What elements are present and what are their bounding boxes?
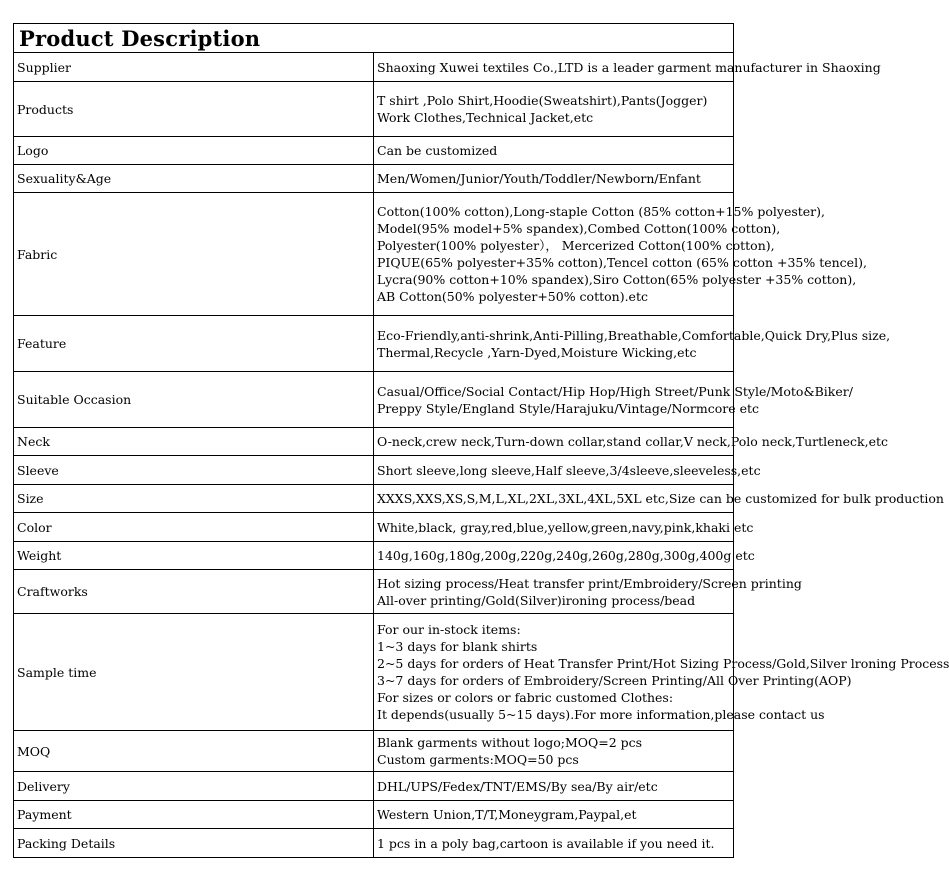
- row-label: Suitable Occasion: [14, 372, 374, 428]
- product-description-table: [13, 23, 949, 858]
- row-label: Size: [14, 485, 374, 513]
- value-line: Model(95% model+5% spandex),Combed Cotton(100% cotton),: [377, 221, 781, 236]
- table-row: [14, 165, 734, 193]
- row-label: Delivery: [14, 772, 374, 801]
- row-label: MOQ: [14, 731, 374, 772]
- row-label: Neck: [14, 428, 374, 456]
- table-row: [14, 316, 734, 372]
- table-row: [14, 137, 734, 165]
- value-line: Men/Women/Junior/Youth/Toddler/Newborn/Enfant: [377, 171, 701, 186]
- table-row: [14, 731, 734, 772]
- row-label: Sleeve: [14, 456, 374, 485]
- value-line: Thermal,Recycle ,Yarn-Dyed,Moisture Wicking,etc: [377, 344, 697, 360]
- row-value: [374, 614, 949, 731]
- value-line: Shaoxing Xuwei textiles Co.,LTD is a leader garment manufacturer in Shaoxing: [377, 59, 881, 75]
- row-label: Color: [14, 513, 374, 542]
- value-line: Preppy Style/England Style/Harajuku/Vintage/Normcore etc: [377, 400, 760, 416]
- value-line: XXXS,XXS,XS,S,M,L,XL,2XL,3XL,4XL,5XL etc,Size can be customized for bulk production: [377, 491, 944, 506]
- row-label: Sexuality&Age: [14, 165, 374, 193]
- row-value: [374, 82, 734, 137]
- table-row: [14, 372, 734, 428]
- table-row: [14, 456, 734, 485]
- value-line: Hot sizing process/Heat transfer print/Embroidery/Screen printing: [377, 575, 802, 591]
- value-line: Cotton(100% cotton),Long-staple Cotton (85% cotton+15% polyester),: [377, 204, 826, 219]
- value-line: AB Cotton(50% polyester+50% cotton).etc: [377, 289, 648, 304]
- page-title: Product Description: [14, 24, 734, 53]
- table-row: [14, 614, 734, 731]
- row-value: [374, 829, 734, 858]
- row-value: [374, 542, 755, 570]
- row-label: Fabric: [14, 193, 374, 316]
- title-row: [14, 24, 734, 53]
- value-line: O-neck,crew neck,Turn-down collar,stand collar,V neck,Polo neck,Turtleneck,etc: [377, 434, 888, 449]
- row-value: [374, 731, 734, 772]
- product-description-sheet: [13, 23, 949, 858]
- value-line: PIQUE(65% polyester+35% cotton),Tencel cotton (65% cotton +35% tencel),: [377, 255, 867, 270]
- table-row: [14, 772, 734, 801]
- row-value: [374, 372, 853, 428]
- value-line: Work Clothes,Technical Jacket,etc: [377, 110, 594, 125]
- row-value: [374, 456, 761, 485]
- value-line: Blank garments without logo;MOQ=2 pcs: [377, 735, 643, 750]
- table-row: [14, 428, 734, 456]
- value-line: 3~7 days for orders of Embroidery/Screen Printing/All Over Printing(AOP): [377, 673, 852, 688]
- row-value: [374, 570, 802, 614]
- row-value: [374, 513, 754, 542]
- value-line: It depends(usually 5~15 days).For more information,please contact us: [377, 707, 825, 722]
- row-value: [374, 165, 734, 193]
- value-line: Eco-Friendly,anti-shrink,Anti-Pilling,Breathable,Comfortable,Quick Dry,Plus size,: [377, 327, 891, 343]
- value-line: Can be customized: [377, 143, 498, 158]
- row-label: Supplier: [14, 53, 374, 82]
- value-line: For sizes or colors or fabric customed Clothes:: [377, 690, 674, 705]
- row-label: Weight: [14, 542, 374, 570]
- row-value: [374, 193, 867, 316]
- value-line: Western Union,T/T,Moneygram,Paypal,et: [377, 807, 637, 822]
- value-line: 2~5 days for orders of Heat Transfer Print/Hot Sizing Process/Gold,Silver lroning Process: [377, 656, 949, 671]
- table-row: [14, 542, 734, 570]
- value-line: For our in-stock items:: [377, 622, 521, 637]
- row-value: [374, 428, 888, 456]
- row-label: Craftworks: [14, 570, 374, 614]
- value-line: 1~3 days for blank shirts: [377, 639, 538, 654]
- table-row: [14, 801, 734, 829]
- row-label: Packing Details: [14, 829, 374, 858]
- value-line: T shirt ,Polo Shirt,Hoodie(Sweatshirt),Pants(Jogger): [377, 93, 708, 108]
- table-row: [14, 53, 734, 82]
- row-value: [374, 772, 734, 801]
- row-value: [374, 801, 734, 829]
- row-label: Feature: [14, 316, 374, 372]
- row-label: Logo: [14, 137, 374, 165]
- table-row: [14, 513, 734, 542]
- value-line: 1 pcs in a poly bag,cartoon is available if you need it.: [377, 835, 715, 851]
- table-row: [14, 570, 734, 614]
- value-line: Casual/Office/Social Contact/Hip Hop/High Street/Punk Style/Moto&Biker/: [377, 383, 853, 399]
- value-line: Lycra(90% cotton+10% spandex),Siro Cotton(65% polyester +35% cotton),: [377, 272, 857, 287]
- row-value: [374, 53, 881, 82]
- value-line: White,black, gray,red,blue,yellow,green,navy,pink,khaki etc: [377, 519, 754, 535]
- row-value: [374, 137, 734, 165]
- value-line: 140g,160g,180g,200g,220g,240g,260g,280g,300g,400g etc: [377, 548, 755, 563]
- row-value: [374, 316, 891, 372]
- table-row: [14, 193, 734, 316]
- row-label: Payment: [14, 801, 374, 829]
- value-line: All-over printing/Gold(Silver)ironing process/bead: [377, 592, 696, 608]
- value-line: Polyester(100% polyester）， Mercerized Cotton(100% cotton),: [377, 238, 775, 253]
- table-row: [14, 829, 734, 858]
- row-value: [374, 485, 944, 513]
- value-line: Custom garments:MOQ=50 pcs: [377, 752, 579, 767]
- row-label: Sample time: [14, 614, 374, 731]
- table-row: [14, 485, 734, 513]
- value-line: Short sleeve,long sleeve,Half sleeve,3/4sleeve,sleeveless,etc: [377, 462, 761, 478]
- table-row: [14, 82, 734, 137]
- value-line: DHL/UPS/Fedex/TNT/EMS/By sea/By air/etc: [377, 778, 658, 794]
- row-label: Products: [14, 82, 374, 137]
